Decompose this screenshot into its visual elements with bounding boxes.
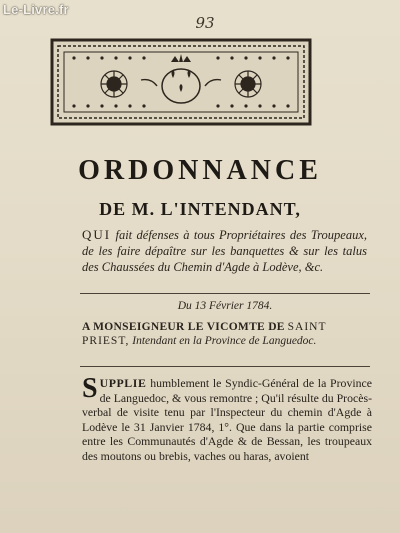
address-block xyxy=(82,320,372,348)
address-heading: A MONSEIGNEUR LE VICOMTE DE xyxy=(82,321,285,333)
body-text: humblement le Syndic-Général de la Province de Languedoc, & vous remontre ; Qu'il résulte du Procès-verbal de visite tenu par l'Inspecteur du chemin d'Agde à Lodève le 31 Janvier 1784, 1°. Que dans la partie comprise entre les Communautés d'Agde & de Bessan, les troupeaux des moutons ou brebis, vaches ou haras, avoient xyxy=(82,376,372,463)
description-text: fait défenses à tous Propriétaires des Troupeaux, de les faire dépaître sur les banquettes & sur les talus des Chaussées du Chemin d'Agde à Lodève, &c. xyxy=(82,228,367,274)
document-title: ORDONNANCE xyxy=(78,155,322,186)
watermark: Le-Livre.fr xyxy=(3,2,69,17)
page-number: 93 xyxy=(195,14,215,32)
document-subtitle: DE M. L'INTENDANT, xyxy=(99,199,301,219)
drop-cap: S xyxy=(82,373,98,404)
document-description xyxy=(82,227,367,275)
ornamental-header-band xyxy=(50,38,312,126)
address-name: SAINT PRIEST, xyxy=(82,321,327,347)
body-paragraph xyxy=(82,373,372,464)
document-date: Du 13 Février 1784. xyxy=(177,300,273,312)
body-lead: UPPLIE xyxy=(99,376,147,390)
address-rest: Intendant en la Province de Languedoc. xyxy=(132,335,317,347)
description-lead: QUI xyxy=(82,227,112,242)
separator-rule xyxy=(80,293,370,294)
separator-rule-2 xyxy=(80,366,370,367)
